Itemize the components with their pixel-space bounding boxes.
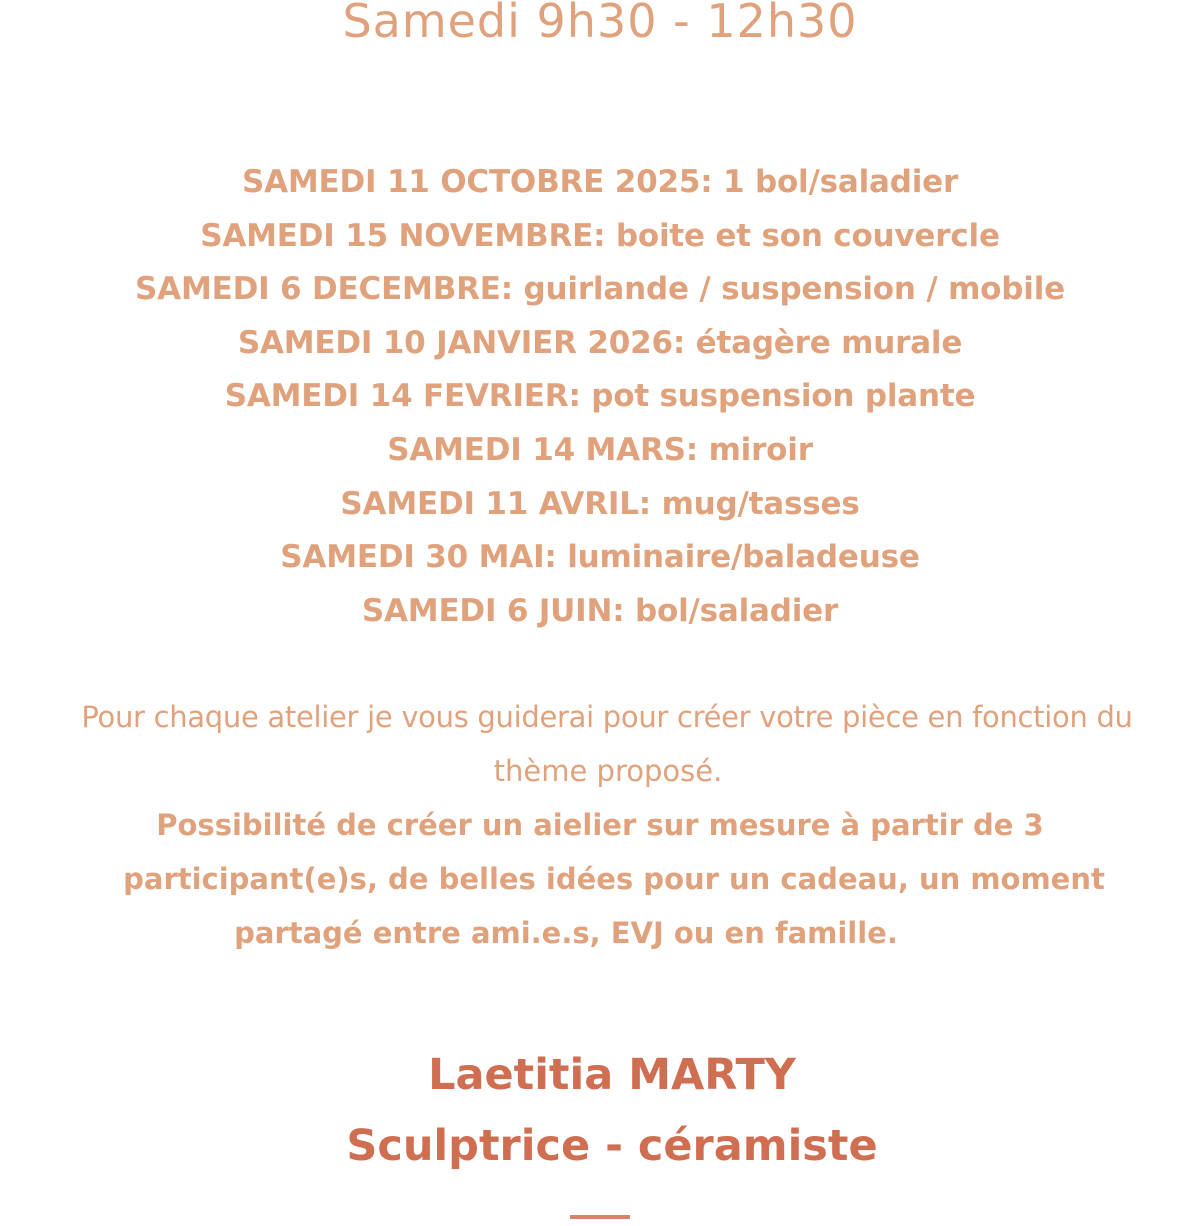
- custom-workshop-line-2: participant(e)s, de belles idées pour un cadeau, un moment: [123, 862, 1105, 896]
- session-item: SAMEDI 11 OCTOBRE 2025: 1 bol/saladier: [241, 164, 959, 200]
- session-list: [0, 164, 1200, 646]
- session-item: SAMEDI 10 JANVIER 2026: étagère murale: [237, 324, 963, 361]
- session-item: SAMEDI 30 MAI: luminaire/baladeuse: [280, 539, 920, 576]
- cropped-text-fragment: [0, 1186, 1200, 1226]
- session-item: SAMEDI 14 MARS: miroir: [387, 431, 813, 468]
- cropped-text-mark: [570, 1201, 630, 1219]
- custom-workshop-line-1: Possibilité de créer un aielier sur mesure à partir de 3: [156, 808, 1044, 842]
- session-item: SAMEDI 11 AVRIL: mug/tasses: [340, 485, 860, 522]
- artist-role: Sculptrice - céramiste: [346, 1121, 878, 1171]
- session-item: SAMEDI 6 JUIN: bol/saladier: [361, 592, 839, 629]
- artist-name: Laetitia MARTY: [428, 1050, 796, 1100]
- schedule-time-heading: Samedi 9h30 - 12h30: [342, 0, 858, 48]
- session-item: SAMEDI 15 NOVEMBRE: boite et son couvercle: [200, 217, 1000, 254]
- intro-line-1: Pour chaque atelier je vous guiderai pour créer votre pièce en fonction du: [81, 700, 1133, 734]
- intro-line-2: thème proposé.: [493, 754, 723, 788]
- session-item: SAMEDI 14 FEVRIER: pot suspension plante: [224, 378, 976, 415]
- session-item: SAMEDI 6 DECEMBRE: guirlande / suspension / mobile: [135, 271, 1065, 308]
- custom-workshop-line-3: partagé entre ami.e.s, EVJ ou en famille.: [234, 916, 898, 950]
